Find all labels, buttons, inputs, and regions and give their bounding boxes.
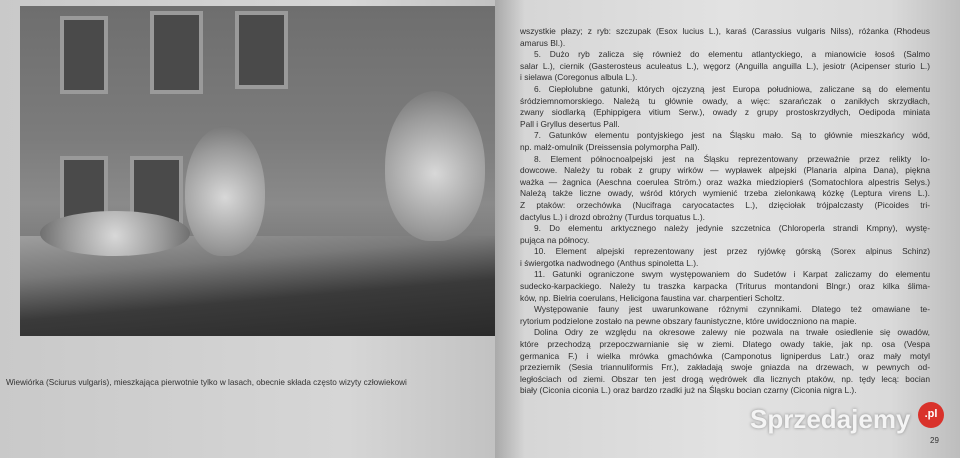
squirrel-right [385, 91, 485, 241]
text-line: Pall i Gryllus desertus Pall. [520, 118, 620, 129]
squirrel-left [185, 126, 265, 256]
photo-caption: Wiewiórka (Sciurus vulgaris), mieszkająca pierwotnie tylko w lasach, obecnie składa często wizyty człowiekowi [6, 378, 407, 387]
text-line: wszystkie płazy; z ryb: szczupak (Esox lucius L.), karaś (Carassius vulgaris Nilss), różanka (Rhodeus [520, 26, 930, 36]
squirrels-photo [20, 6, 495, 336]
text-line: 7. Gatunków elementu pontyjskiego jest na Śląsku mało. Są to głównie mieszkańcy wód, [534, 130, 930, 141]
watermark-logo: Sprzedajemy [750, 404, 911, 434]
text-line: 6. Ciepłolubne gatunki, których ojczyzną jest Europa południowa, zaliczane są do elementu [534, 83, 930, 94]
text-line: pująca na północy. [520, 234, 590, 245]
text-line: germanica F.) i wielka mrówka gmachówka (Camponotus ligniperdus Latr.) oraz mały motyl [520, 350, 930, 361]
text-line: amarus Bl.). [520, 37, 566, 48]
text-line: i sielawa (Coregonus albula L.). [520, 72, 638, 83]
text-line: zwany siodlarką (Ephippigera vitium Serw.), owady z grupy prostoskrzydłych, Oedipoda miniata [520, 107, 930, 118]
text-line: śródziemnomorskiego. Należą tu głównie owady, a więc: szarańczak o zanikłych skrzydłach, [520, 95, 930, 106]
text-line: Występowanie fauny jest uwarunkowane różnymi czynnikami. Dlatego też omawiane te- [534, 304, 930, 315]
text-line: np. małż-omulnik (Dreissensia polymorpha Pall). [520, 141, 700, 152]
text-line: które przechodzą przepoczwarnianie się w ziemi. Dlatego owady takie, jak np. osa (Vespa [520, 339, 930, 350]
text-line: sudecko-karpackiego. Należy tu traszka karpacka (Triturus montandoni Blngr.) oraz kilka ślima- [520, 281, 930, 292]
squirrel-tail [40, 211, 190, 256]
text-line: ków, np. Bielria coerulans, Helicigona faustina var. charpentieri Scholtz. [520, 292, 785, 303]
text-line: Dolina Odry ze względu na okresowe zalewy nie pozwala na trwałe osiedlenie się owadów, [534, 327, 930, 338]
text-line: ważka — żagnica (Aeschna coerulea Ström.) oraz ważka miedziopierś (Somatochlora alpestris Selys.) [520, 176, 930, 187]
text-line: 5. Dużo ryb zalicza się również do elementu atlantyckiego, a mianowicie łosoś (Salmo [534, 49, 930, 60]
text-line: Z ptaków: orzechówka (Nucifraga caryocatactes L.), dzięciołak trójpalczasty (Picoides tri- [520, 199, 930, 210]
text-line: i świergotka nadwodnego (Anthus spinoletta L.). [520, 257, 699, 268]
text-line: dowcowe. Należy tu robak z grupy wirków — wypławek alpejski (Planaria alpina Dana), piękna [520, 165, 930, 176]
window-pane [60, 16, 108, 94]
page-number: 29 [930, 436, 939, 445]
text-line: 8. Element północnoalpejski jest na Śląsku reprezentowany przeważnie przez relikty lo- [534, 153, 930, 164]
text-line: Należą także liczne owady, wśród których wymienić trzeba zielonkawą kózkę (Leptura virens L.). [520, 188, 930, 199]
text-line: salar L.), ciernik (Gasterosteus aculeatus L.), węgorz (Anguilla anguilla L.), jesiotr (Acipenser sturio L.) [520, 60, 930, 71]
body-text [520, 26, 930, 397]
text-line: 9. Do elementu arktycznego należy jedynie szczetnica (Chloroperla strandi Kmpny), wystę- [534, 223, 930, 234]
text-line: ległościach od ziemi. Obszar ten jest drogą wędrówek dla licznych ptaków, np. tędy lecą: bocian [520, 373, 930, 384]
text-line: 10. Element alpejski reprezentowany jest przez ryjówkę górską (Sorex alpinus Schinz) [534, 246, 930, 257]
text-line: dactylus L.) i drozd obrożny (Turdus torquatus L.). [520, 211, 705, 222]
window-pane [235, 11, 288, 89]
text-line: rytorium podzielone zostało na pewne obszary faunistyczne, które uwidoczniono na mapie. [520, 315, 857, 326]
text-line: 11. Gatunki ograniczone swym występowaniem do Sudetów i Karpat zaliczamy do elementu [534, 269, 930, 280]
text-line: biały (Ciconia ciconia L.) oraz bardzo rzadki już na Śląsku bocian czarny (Ciconia nigra L.). [520, 385, 857, 396]
text-line: przeziernik (Sesia triannuliformis Frr.), zakładają swoje gniazda na drzewach, w pewnych od- [520, 362, 930, 373]
window-pane [150, 11, 203, 94]
watermark-badge: .pl [918, 402, 944, 428]
